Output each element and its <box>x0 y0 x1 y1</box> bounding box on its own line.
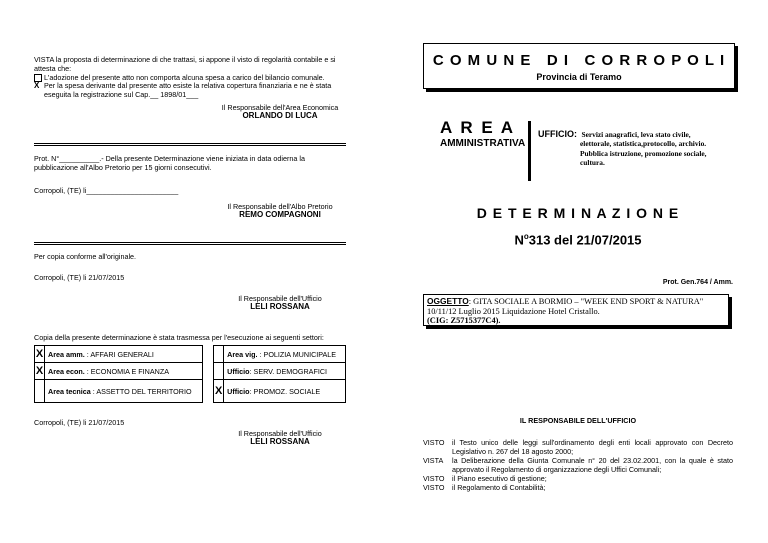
visto-item: VISTO il Testo unico delle leggi sull'ordinamento degli enti locali approvato con Decreto Legislativo n. 267 del 18 agosto 2000; <box>423 438 733 456</box>
visto-option-2-mark: X <box>34 81 40 90</box>
visto-item: VISTO il Piano esecutivo di gestione; <box>423 474 547 483</box>
visto-intro: VISTA la proposta di determinazione di che trattasi, si appone il visto di regolarità contabile e si attesta che: <box>34 55 336 73</box>
provincia: Provincia di Teramo <box>536 72 622 82</box>
sector-mark: X <box>35 363 45 380</box>
sector-row <box>35 380 346 403</box>
sector-label: Area tecnica : ASSETTO DEL TERRITORIO <box>45 380 203 403</box>
area-label: A R E A <box>440 118 516 137</box>
visto-item: VISTA la Deliberazione della Giunta Comunale n° 20 del 23.02.2001, con la quale è stato approvato il Regolamento di organizzazione degli Uffici Comunali; <box>423 456 733 474</box>
sector-label: Area econ. : ECONOMIA E FINANZA <box>45 363 203 380</box>
comune-title: C O M U N E D I C O R R O P O L I <box>432 52 726 69</box>
ufficio-resp-title: Il Responsabile dell'Ufficio <box>238 294 322 303</box>
corropoli-date-2: Corropoli, (TE) li 21/07/2015 <box>34 418 125 427</box>
corropoli-li-blank: Corropoli, (TE) li_______________________ <box>34 186 179 195</box>
ufficio-resp-name: LELI ROSSANA <box>250 302 310 311</box>
sector-label: Ufficio: PROMOZ. SOCIALE <box>224 380 346 403</box>
visto-option-1-text: L'adozione del presente atto non comporta alcuna spesa a carico del bilancio comunale. <box>44 73 325 82</box>
ufficio-rest: elettorale, statistica,protocollo, archivio. Pubblica istruzione, promozione sociale, cultura. <box>580 139 707 167</box>
ufficio-resp-name-2: LELI ROSSANA <box>250 437 310 446</box>
ufficio-resp-title-2: Il Responsabile dell'Ufficio <box>238 429 322 438</box>
prot-text: Prot. N°__________.- Della presente Determinazione viene iniziata in data odierna la pubblicazione all'Albo Pretorio per 15 giorni consecutivi. <box>34 154 305 172</box>
prot-gen: Prot. Gen.764 / Amm. <box>662 279 733 286</box>
albo-resp-title: Il Responsabile dell'Albo Pretorio <box>227 202 333 211</box>
albo-resp-name: REMO COMPAGNONI <box>239 210 321 219</box>
area-divider <box>528 121 530 181</box>
econ-resp-title: Il Responsabile dell'Area Economica <box>221 103 339 112</box>
oggetto-box <box>423 294 729 326</box>
sector-label: Area vig. : POLIZIA MUNICIPALE <box>224 346 346 363</box>
area-sub: AMMINISTRATIVA <box>440 138 526 149</box>
divider-2 <box>34 242 346 245</box>
comune-header-box <box>423 43 735 89</box>
sector-row <box>35 363 346 380</box>
sector-mark: X <box>214 380 224 403</box>
visto-option-2 <box>34 81 346 99</box>
ufficio-label: UFFICIO: <box>538 129 577 139</box>
sector-row <box>35 346 346 363</box>
econ-resp-name: ORLANDO DI LUCA <box>242 111 318 120</box>
copia-conforme: Per copia conforme all'originale. <box>34 252 137 261</box>
determinazione-title: D E T E R M I N A Z I O N E <box>476 205 680 221</box>
trasmessa-text: Copia della presente determinazione è stata trasmessa per l'esecuzione ai seguenti settori: <box>34 333 324 342</box>
corropoli-date-1: Corropoli, (TE) li 21/07/2015 <box>34 273 125 282</box>
sector-label: Area amm. : AFFARI GENERALI <box>45 346 203 363</box>
visto-option-2-text: Per la spesa derivante dal presente atto esiste la relativa copertura finanziaria e ne è stata eseguita la registrazione sul Cap.__ 1898/01___ <box>44 81 332 99</box>
sector-mark <box>214 346 224 363</box>
sectors-table <box>34 345 346 403</box>
divider-1 <box>34 143 346 146</box>
sector-mark <box>35 380 45 403</box>
sector-mark: X <box>35 346 45 363</box>
oggetto-text: OGGETTO: GITA SOCIALE A BORMIO – "WEEK END SPORT & NATURA" 10/11/12 Luglio 2015 Liquidazione Hotel Cristallo. <box>427 296 704 316</box>
ufficio-line-1: Servizi anagrafici, leva stato civile, <box>581 130 691 139</box>
cig: (CIG: Z5715377C4). <box>427 316 501 325</box>
sector-mark <box>214 363 224 380</box>
determinazione-number: $N^o313$ del 21/07/2015 <box>514 232 642 248</box>
visti-list <box>423 438 733 492</box>
sector-label: Ufficio: SERV. DEMOGRAFICI <box>224 363 346 380</box>
visto-item: VISTO il Regolamento di Contabilità; <box>423 483 546 492</box>
resp-heading: IL RESPONSABILE DELL'UFFICIO <box>519 416 637 425</box>
